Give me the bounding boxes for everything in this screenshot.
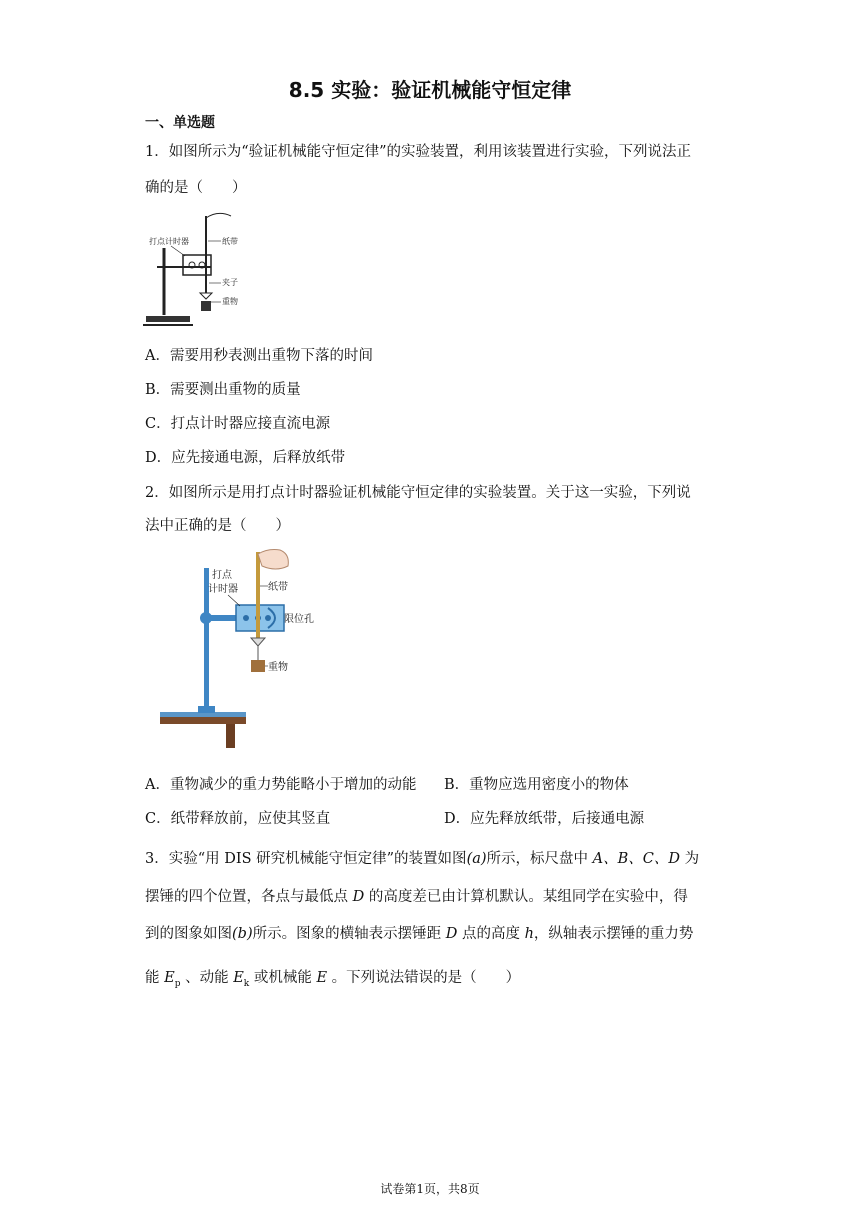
q1-option-a: A．需要用秒表测出重物下落的时间 — [145, 348, 373, 364]
q3-stem-line2 — [145, 885, 688, 906]
q3-text: 到的图象如图 — [145, 926, 232, 942]
section-heading: 一、单选题 — [145, 115, 215, 131]
q1-stem-line1: 1．如图所示为“验证机械能守恒定律”的实验装置，利用该装置进行实验，下列说法正 — [145, 144, 692, 160]
q2-fig-label-weight: 重物 — [268, 662, 288, 673]
q2-option-c: C．纸带释放前，应使其竖直 — [145, 811, 331, 827]
q3-text: ，纵轴表示摆锤的重力势 — [533, 926, 694, 942]
q3-text: 、动能 — [180, 970, 234, 986]
page-footer: 试卷第1页，共8页 — [380, 1182, 480, 1196]
q3-text: 摆锤的四个位置，各点与最低点 — [145, 889, 353, 905]
q3-text: 为 — [680, 851, 700, 867]
q1-option-d: D．应先接通电源，后释放纸带 — [145, 450, 346, 466]
q3-stem-line3 — [145, 922, 693, 943]
q3-text: 3．实验“用 DIS 研究机械能守恒定律”的装置如图 — [145, 851, 467, 867]
q1-fig-label-clip: 夹子 — [222, 278, 238, 287]
q2-option-d: D．应先释放纸带，后接通电源 — [444, 811, 645, 827]
q2-stem-line2: 法中正确的是（ ） — [145, 518, 290, 534]
q3-text: 点的高度 — [457, 926, 525, 942]
q1-fig-label-weight: 重物 — [222, 297, 238, 306]
q3-height-h: h — [524, 926, 534, 942]
q1-fig-label-timer: 打点计时器 — [149, 237, 189, 246]
q3-figure-a-ref: (a) — [466, 851, 487, 867]
q1-option-c: C．打点计时器应接直流电源 — [145, 416, 331, 432]
q1-apparatus-figure — [143, 208, 253, 330]
q3-text: 所示，标尺盘中 — [486, 851, 593, 867]
q3-text: 或机械能 — [249, 970, 317, 986]
q3-text: 的高度差已由计算机默认。某组同学在实验中，得 — [364, 889, 688, 905]
q2-stem-line1: 2．如图所示是用打点计时器验证机械能守恒定律的实验装置。关于这一实验，下列说 — [145, 485, 691, 501]
q2-fig-label-tape: 纸带 — [268, 582, 288, 593]
q3-text: 。下列说法错误的是（ ） — [327, 970, 521, 986]
q2-apparatus-figure — [158, 548, 350, 750]
q3-points: A、B、C、D — [592, 851, 680, 867]
q3-symbol-ep-sub: p — [174, 978, 181, 989]
q3-text: 所示。图象的横轴表示摆锤距 — [252, 926, 446, 942]
page-title: 8.5 实验：验证机械能守恒定律 — [288, 78, 572, 102]
q3-figure-b-ref: (b) — [232, 926, 253, 942]
q3-stem-line1 — [145, 847, 699, 868]
q2-fig-label-timer-1: 打点 — [212, 570, 232, 581]
q3-point-d: D — [445, 926, 458, 942]
q3-text: 能 — [145, 970, 165, 986]
q3-stem-line4 — [145, 966, 520, 989]
q2-option-b: B．重物应选用密度小的物体 — [444, 777, 629, 793]
q3-point-d: D — [352, 889, 365, 905]
q3-symbol-ek-sub: k — [243, 978, 250, 989]
q1-fig-label-tape: 纸带 — [222, 237, 238, 246]
q2-option-a: A．重物减少的重力势能略小于增加的动能 — [145, 777, 417, 793]
q3-symbol-ep: E — [164, 970, 175, 986]
q3-symbol-e: E — [316, 970, 328, 986]
q1-stem-line2: 确的是（ ） — [145, 180, 247, 196]
q1-option-b: B．需要测出重物的质量 — [145, 382, 301, 398]
q2-fig-label-hole: 限位孔 — [284, 614, 314, 625]
q2-fig-label-timer-2: 计时器 — [208, 584, 238, 595]
q3-symbol-ek: E — [233, 970, 244, 986]
